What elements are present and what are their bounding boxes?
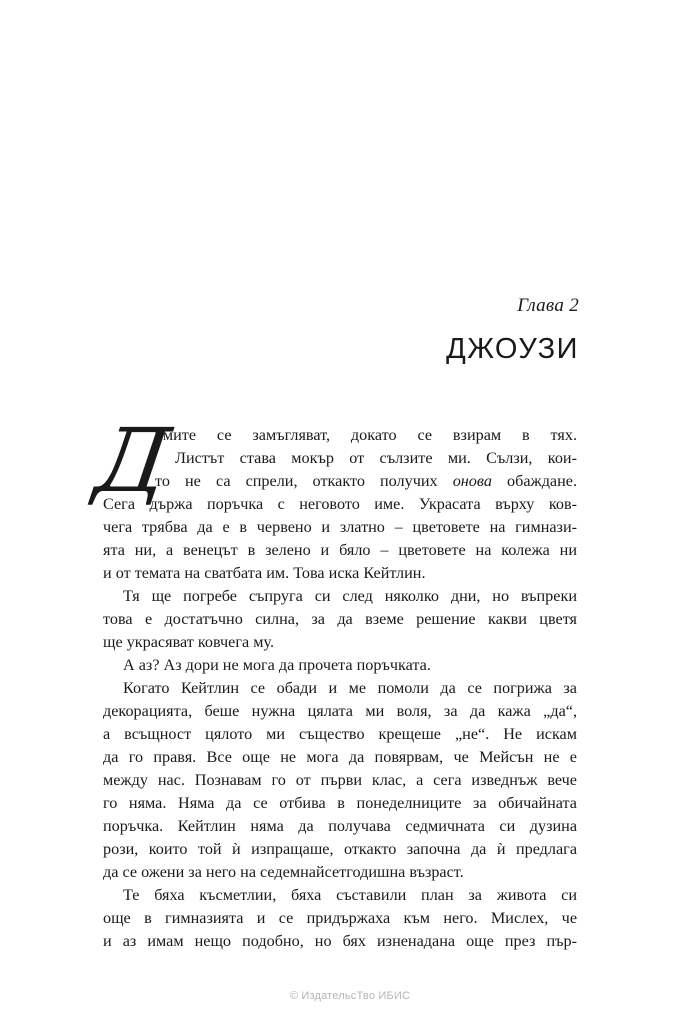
chapter-title: ДЖОУЗИ (446, 333, 579, 365)
text-line: рози, които той ѝ изпращаше, откакто започна да ѝ предлага (103, 840, 577, 858)
chapter-body (89, 409, 578, 953)
text-line: Те бяха късметлии, бяха съставили план за живота си (123, 886, 577, 904)
text-line: между нас. Познавам го от първи клас, а сега изведнъж вече (103, 771, 577, 789)
text-line: а всъщност цялото ми същество крещеше „не“. Не искам (103, 725, 577, 743)
publisher-footer: © ИздательсТво ИБИС (289, 990, 411, 1002)
emphasis-text: онова (452, 472, 492, 490)
text-line: да го правя. Все още не мога да повярвам, че Мейсън не е (103, 748, 577, 766)
chapter-number: Глава 2 (517, 295, 579, 316)
text-line: умите се замъгляват, докато се взирам в тях. (155, 426, 577, 444)
text-line: и от темата на сватбата им. Това иска Кейтлин. (103, 564, 426, 582)
text-line: поръчка. Кейтлин няма да получава седмичната си дузина (103, 817, 577, 835)
text-line: Когато Кейтлин се обади и ме помоли да се погрижа за (123, 679, 577, 697)
text-line-end: обаждане. (491, 472, 578, 490)
text-line-start: то не са спрели, откакто получих (155, 472, 453, 490)
text-line: Листът става мокър от сълзите ми. Сълзи, кои- (175, 449, 577, 467)
text-line: това е достатъчно силна, за да вземе решение какви цветя (103, 610, 577, 628)
text-line: Сега държа поръчка с неговото име. Украсата върху ков- (103, 495, 577, 513)
text-line: и аз имам нещо подобно, но бях изненадана още през пър- (103, 932, 577, 950)
text-line: още в гимназията и се придържаха към него. Мислех, че (103, 909, 577, 927)
text-line: ята ни, а венецът в зелено и бяло – цветовете на колежа ни (103, 541, 577, 559)
drop-cap: Д (89, 409, 176, 512)
text-line: ще украсяват ковчега му. (103, 633, 275, 651)
text-line: да се ожени за него на седемнайсетгодишна възраст. (103, 863, 464, 881)
text-line: А аз? Аз дори не мога да прочета поръчката. (123, 656, 431, 674)
text-line: чега трябва да е в червено и златно – цветовете на гимнази- (103, 518, 577, 536)
text-line: декорацията, беше нужна цялата ми воля, за да кажа „да“, (103, 702, 577, 720)
text-line: го няма. Няма да се отбива в понеделниците за обичайната (103, 794, 577, 812)
text-line: Тя ще погребе съпруга си след няколко дни, но въпреки (123, 587, 577, 605)
text-line (155, 470, 577, 493)
